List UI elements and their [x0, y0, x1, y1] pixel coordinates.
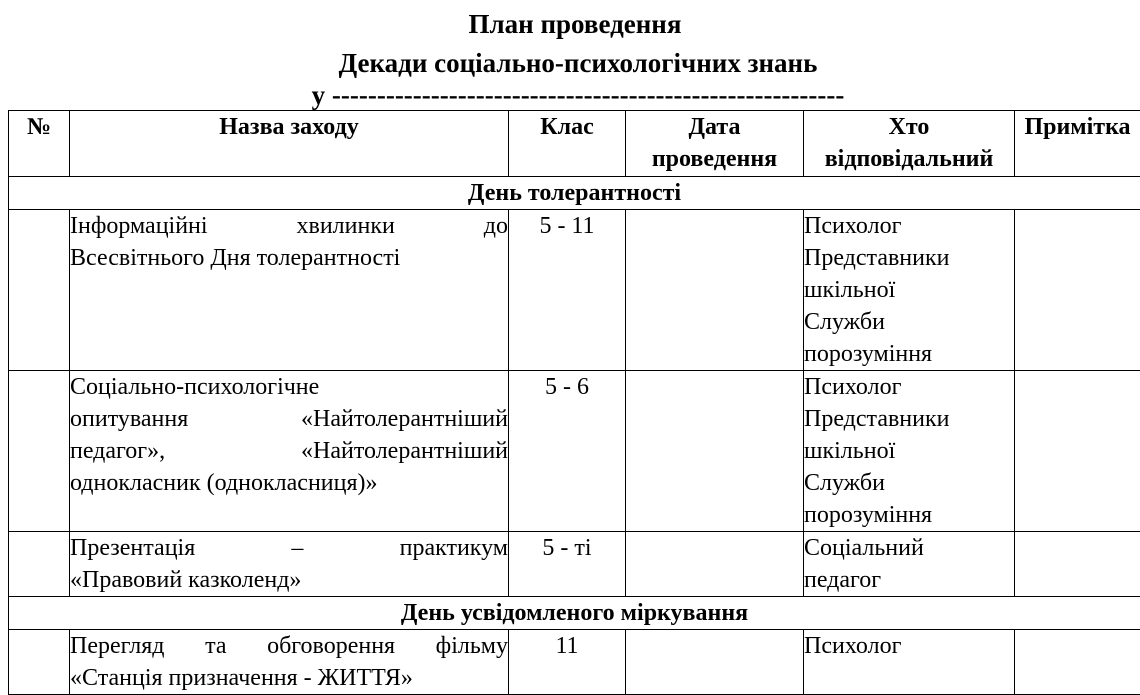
column-header-date: [626, 111, 804, 177]
event-name-line: Всесвітнього Дня толерантності: [70, 245, 400, 271]
column-header-responsible-line2: відповідальний: [825, 146, 994, 172]
responsible-line: Представники: [804, 406, 950, 432]
column-header-responsible: [804, 111, 1015, 177]
cell-date: [626, 630, 804, 695]
cell-event-name: [70, 210, 509, 371]
section-title: День толерантності: [9, 177, 1140, 210]
responsible-line: Психолог: [804, 213, 901, 239]
cell-event-name: [70, 371, 509, 532]
cell-responsible: [804, 371, 1015, 532]
document-title: План проведення: [0, 7, 1140, 41]
cell-responsible: [804, 630, 1015, 695]
responsible-line: Психолог: [804, 374, 901, 400]
responsible-line: Представники: [804, 245, 950, 271]
responsible-line: шкільної: [804, 277, 895, 303]
event-name-line: Перегляд та обговорення фільму: [70, 630, 508, 662]
cell-responsible: [804, 210, 1015, 371]
table-header-row: [9, 111, 1140, 177]
responsible-line: порозуміння: [804, 502, 932, 528]
column-header-class: Клас: [509, 111, 626, 177]
responsible-line: педагог: [804, 567, 881, 593]
event-name-line: «Правовий казколенд»: [70, 567, 301, 593]
document-subtitle-place: у ---------------------------------------------------------: [0, 80, 1140, 110]
section-title: День усвідомленого міркування: [9, 597, 1140, 630]
cell-class: 11: [509, 630, 626, 695]
table-row: [9, 371, 1140, 532]
column-header-name: Назва заходу: [70, 111, 509, 177]
cell-class: 5 - 6: [509, 371, 626, 532]
column-header-note: Примітка: [1015, 111, 1140, 177]
cell-note: [1015, 630, 1140, 695]
responsible-line: Служби: [804, 470, 885, 496]
column-header-number: №: [9, 111, 70, 177]
plan-table: [8, 110, 1140, 695]
cell-note: [1015, 532, 1140, 597]
event-name-line: «Станція призначення - ЖИТТЯ»: [70, 665, 413, 691]
cell-note: [1015, 210, 1140, 371]
event-name-line: педагог», «Найтолерантніший: [70, 435, 508, 467]
event-name-line: Презентація – практикум: [70, 532, 508, 564]
table-row: [9, 532, 1140, 597]
cell-class: 5 - ті: [509, 532, 626, 597]
event-name-line: однокласник (однокласниця)»: [70, 470, 378, 496]
document-subtitle: Декади соціально-психологічних знань: [0, 46, 1140, 80]
cell-responsible: [804, 532, 1015, 597]
cell-event-name: [70, 532, 509, 597]
event-name-line: Соціально-психологічне: [70, 374, 319, 400]
column-header-responsible-line1: Хто: [889, 114, 930, 140]
cell-number: [9, 371, 70, 532]
responsible-line: Служби: [804, 309, 885, 335]
table-row: [9, 210, 1140, 371]
cell-date: [626, 532, 804, 597]
event-name-line: Інформаційні хвилинки до: [70, 210, 508, 242]
cell-date: [626, 371, 804, 532]
cell-class: 5 - 11: [509, 210, 626, 371]
table-row: [9, 630, 1140, 695]
column-header-date-line1: Дата: [689, 114, 741, 140]
cell-number: [9, 532, 70, 597]
event-name-line: опитування «Найтолерантніший: [70, 403, 508, 435]
responsible-line: Соціальний: [804, 535, 924, 561]
section-row: [9, 597, 1140, 630]
responsible-line: Психолог: [804, 633, 901, 659]
cell-number: [9, 630, 70, 695]
cell-date: [626, 210, 804, 371]
cell-event-name: [70, 630, 509, 695]
responsible-line: шкільної: [804, 438, 895, 464]
cell-number: [9, 210, 70, 371]
section-row: [9, 177, 1140, 210]
responsible-line: порозуміння: [804, 341, 932, 367]
column-header-date-line2: проведення: [652, 146, 777, 172]
cell-note: [1015, 371, 1140, 532]
